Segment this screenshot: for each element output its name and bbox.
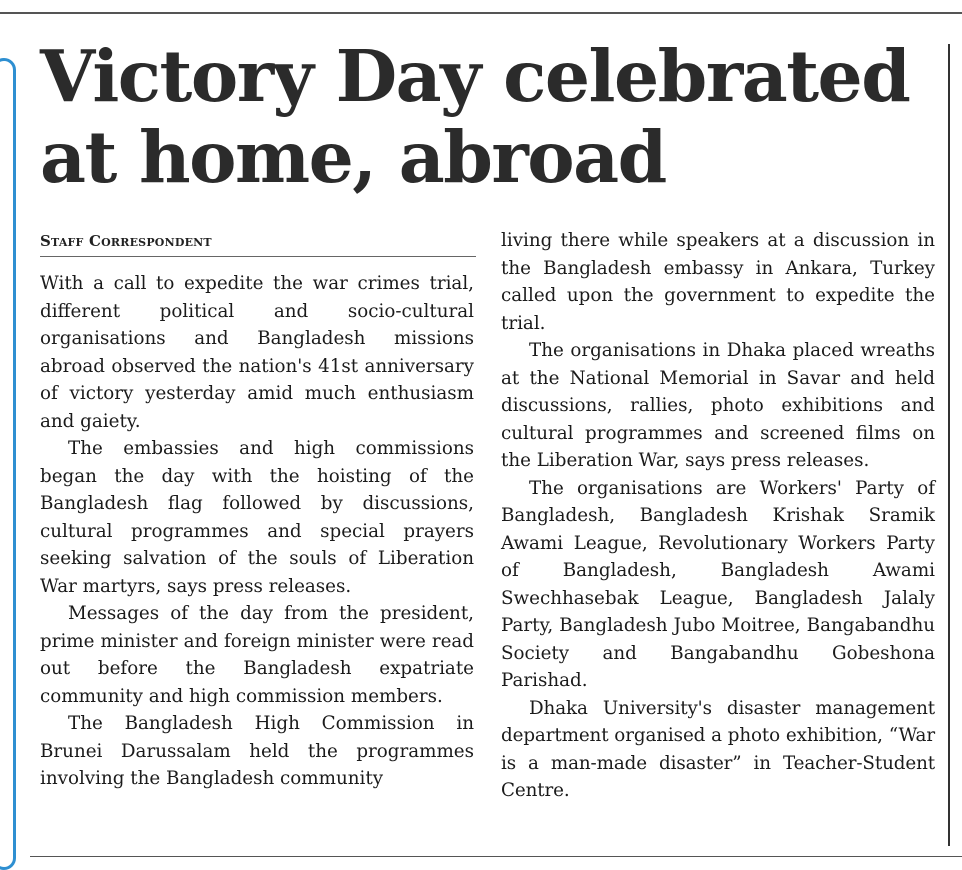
bottom-rule xyxy=(30,856,962,857)
paragraph: Dhaka University's disaster management department organised a photo exhibition, “War is a man-made disaster” in Teacher-Student Centre. xyxy=(501,697,935,801)
paragraph: The Bangladesh High Commission in Brunei Darussalam held the programmes involving the Bangladesh community xyxy=(40,713,474,789)
left-accent-border xyxy=(0,58,16,870)
paragraph: The organisations are Workers' Party of Bangladesh, Bangladesh Krishak Sramik Awami League, Revolutionary Workers Party of Bangladesh, Bangladesh Awami Swechhasebak League, Bangladesh Jalaly Party, Bangladesh Jubo Moitree, Bangabandhu Society and Bangabandhu Gobeshona Parishad. xyxy=(501,477,935,691)
column-divider-rule xyxy=(948,44,950,846)
paragraph: living there while speakers at a discussion in the Bangladesh embassy in Ankara, Turkey called upon the government to expedite the trial. xyxy=(501,230,935,334)
article-column-1 xyxy=(40,270,474,793)
paragraph: The embassies and high commissions began the day with the hoisting of the Bangladesh flag followed by discussions, cultural programmes and special prayers seeking salvation of the souls of Liberation War martyrs, says press releases. xyxy=(40,438,474,597)
headline-line-1: Victory Day celebrated xyxy=(40,34,910,118)
byline: Staff Correspondent xyxy=(40,232,212,250)
article-column-2 xyxy=(501,227,935,805)
headline xyxy=(40,36,946,198)
paragraph: Messages of the day from the president, prime minister and foreign minister were read out before the Bangladesh expatriate community and high commission members. xyxy=(40,603,474,707)
byline-rule xyxy=(40,256,476,257)
paragraph: The organisations in Dhaka placed wreaths at the National Memorial in Savar and held discussions, rallies, photo exhibitions and cultural programmes and screened films on the Liberation War, says press releases. xyxy=(501,340,935,471)
paragraph: With a call to expedite the war crimes trial, different political and socio-cultural organisations and Bangladesh missions abroad observed the nation's 41st anniversary of victory yesterday amid much enthusiasm and gaiety. xyxy=(40,273,474,432)
headline-line-2: at home, abroad xyxy=(40,115,666,199)
top-rule xyxy=(0,12,962,14)
